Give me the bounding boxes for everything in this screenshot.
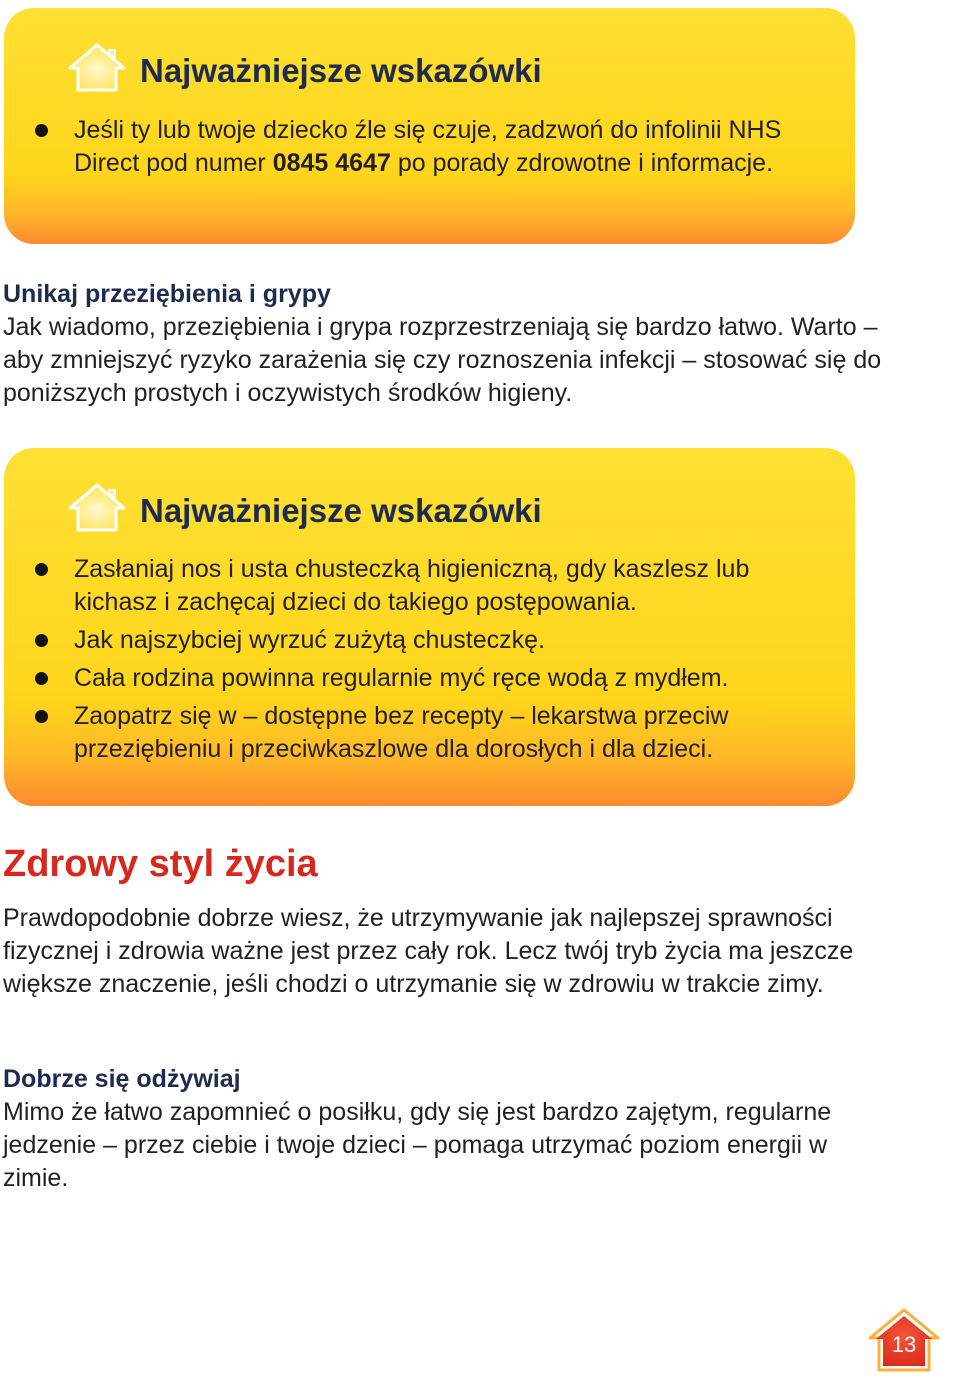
tip-text-before: Jeśli ty lub twoje dziecko źle się czuje, zadzwoń do infolinii NHS Direct pod numer — [74, 116, 782, 177]
page-number: 13 — [891, 1332, 917, 1357]
list-item — [4, 662, 834, 695]
list-item-text: Zaopatrz się w – dostępne bez recepty – lekarstwa przeciw przeziębieniu i przeciwkaszlowe dla dorosłych i dla dzieci. — [74, 702, 729, 763]
section-paragraph-lifestyle: Prawdopodobnie dobrze wiesz, że utrzymywanie jak najlepszej sprawności fizycznej i zdrowia ważne jest przez cały rok. Lecz twój tryb życia ma jeszcze większe znaczenie, jeśli chodzi o utrzymanie się w zdrowiu w trakcie zimy. — [3, 904, 854, 998]
phone-number: 0845 4647 — [272, 149, 391, 177]
list-item — [4, 114, 834, 180]
bullet-icon — [35, 124, 48, 137]
list-item-text: Zasłaniaj nos i usta chusteczką higieniczną, gdy kaszlesz lub kichasz i zachęcaj dzieci do takiego postępowania. — [74, 555, 750, 616]
list-item-text: Jak najszybciej wyrzuć zużytą chusteczkę. — [74, 626, 546, 654]
section-heading-cold: Unikaj przeziębienia i grypy — [3, 280, 331, 308]
page-number-badge — [866, 1306, 942, 1374]
house-icon — [66, 42, 128, 94]
tip-box-2-list — [4, 553, 834, 771]
section-heading-nutrition: Dobrze się odżywiaj — [3, 1065, 241, 1093]
tip-box-1-list — [4, 114, 834, 185]
list-item-text: Cała rodzina powinna regularnie myć ręce wodą z mydłem. — [74, 664, 729, 692]
bullet-icon — [35, 672, 48, 685]
section-paragraph-cold: Jak wiadomo, przeziębienia i grypa rozprzestrzeniają się bardzo łatwo. Warto – aby zmniejszyć ryzyko zarażenia się czy roznoszenia infekcji – stosować się do poniższych prostych i oczywistych środków higieny. — [3, 313, 882, 407]
tip-box-1 — [4, 8, 855, 244]
tip-box-2-title: Najważniejsze wskazówki — [140, 492, 542, 529]
bullet-icon — [35, 563, 48, 576]
tip-box-2 — [4, 448, 855, 806]
tip-text-after: po porady zdrowotne i informacje. — [390, 149, 774, 177]
list-item — [4, 700, 834, 766]
list-item — [4, 553, 834, 619]
tip-box-1-title: Najważniejsze wskazówki — [140, 52, 542, 89]
house-icon — [66, 482, 128, 534]
section-paragraph-nutrition: Mimo że łatwo zapomnieć o posiłku, gdy się jest bardzo zajętym, regularne jedzenie – przez ciebie i twoje dzieci – pomaga utrzymać poziom energii w zimie. — [3, 1098, 832, 1192]
list-item — [4, 624, 834, 657]
section-heading-lifestyle: Zdrowy styl życia — [3, 843, 318, 885]
bullet-icon — [35, 634, 48, 647]
bullet-icon — [35, 710, 48, 723]
